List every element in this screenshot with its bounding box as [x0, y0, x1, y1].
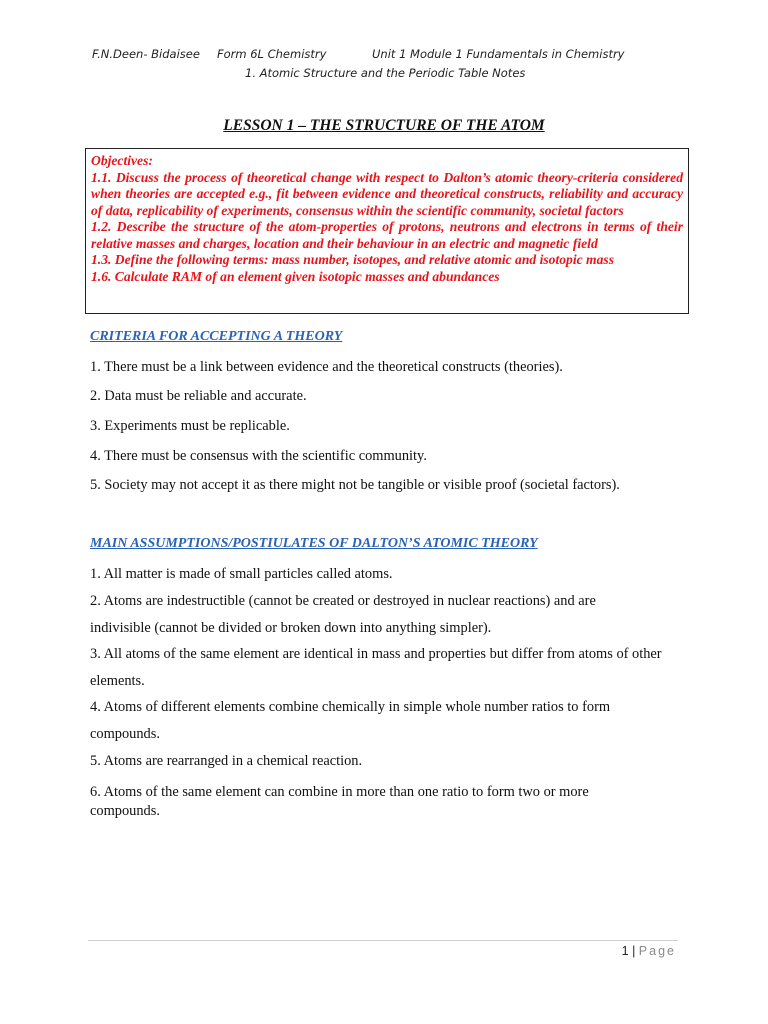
dalton-item: 6. Atoms of the same element can combine in more than one ratio to form two or more compounds.	[90, 784, 589, 819]
page-number	[622, 944, 676, 958]
dalton-item: 3. All atoms of the same element are identical in mass and properties but differ from atoms of other elements.	[90, 646, 662, 689]
header-unit: Unit 1 Module 1 Fundamentals in Chemistry	[372, 47, 625, 61]
header-author: F.N.Deen- Bidaisee	[92, 47, 200, 61]
page-word: Page	[638, 944, 676, 958]
dalton-item: 2. Atoms are indestructible (cannot be created or destroyed in nuclear reactions) and are indivisible (cannot be divided or broken down into anything simpler).	[90, 593, 596, 636]
objective-item: 1.6. Calculate RAM of an element given isotopic masses and abundances	[91, 268, 500, 284]
criteria-item: 5. Society may not accept it as there might not be tangible or visible proof (societal factors).	[90, 477, 620, 493]
criteria-item: 3. Experiments must be replicable.	[90, 418, 290, 434]
objective-item: 1.2. Describe the structure of the atom-properties of protons, neutrons and electrons in terms of their relative masses and charges, location and their behaviour in an electric and magnetic field	[91, 219, 683, 251]
criteria-heading: CRITERIA FOR ACCEPTING A THEORY	[90, 329, 343, 344]
objectives-box	[85, 148, 689, 314]
criteria-item: 1. There must be a link between evidence and the theoretical constructs (theories).	[90, 359, 563, 375]
dalton-item: 1. All matter is made of small particles called atoms.	[90, 566, 393, 582]
criteria-item: 4. There must be consensus with the scientific community.	[90, 448, 427, 464]
objective-item: 1.1. Discuss the process of theoretical change with respect to Dalton’s atomic theory-criteria considered when theories are accepted e.g., fit between evidence and theoretical constructs, reliability and accuracy of data, replicability of experiments, consensus within the scientific community, societal factors	[91, 169, 683, 218]
page-number-value: 1	[621, 944, 629, 958]
footer-divider	[88, 940, 678, 941]
page-number-separator: |	[632, 944, 636, 958]
criteria-item: 2. Data must be reliable and accurate.	[90, 388, 307, 404]
objective-item: 1.3. Define the following terms: mass number, isotopes, and relative atomic and isotopic mass	[91, 252, 615, 267]
objectives-label: Objectives:	[91, 153, 153, 168]
header-subtitle: 1. Atomic Structure and the Periodic Table Notes	[245, 66, 526, 80]
dalton-heading: MAIN ASSUMPTIONS/POSTIULATES OF DALTON’S ATOMIC THEORY	[90, 536, 538, 551]
lesson-title: LESSON 1 – THE STRUCTURE OF THE ATOM	[223, 117, 545, 134]
header-form: Form 6L Chemistry	[217, 47, 327, 61]
page-header	[92, 47, 624, 61]
dalton-item: 4. Atoms of different elements combine chemically in simple whole number ratios to form compounds.	[90, 699, 611, 742]
dalton-item: 5. Atoms are rearranged in a chemical reaction.	[90, 753, 363, 769]
